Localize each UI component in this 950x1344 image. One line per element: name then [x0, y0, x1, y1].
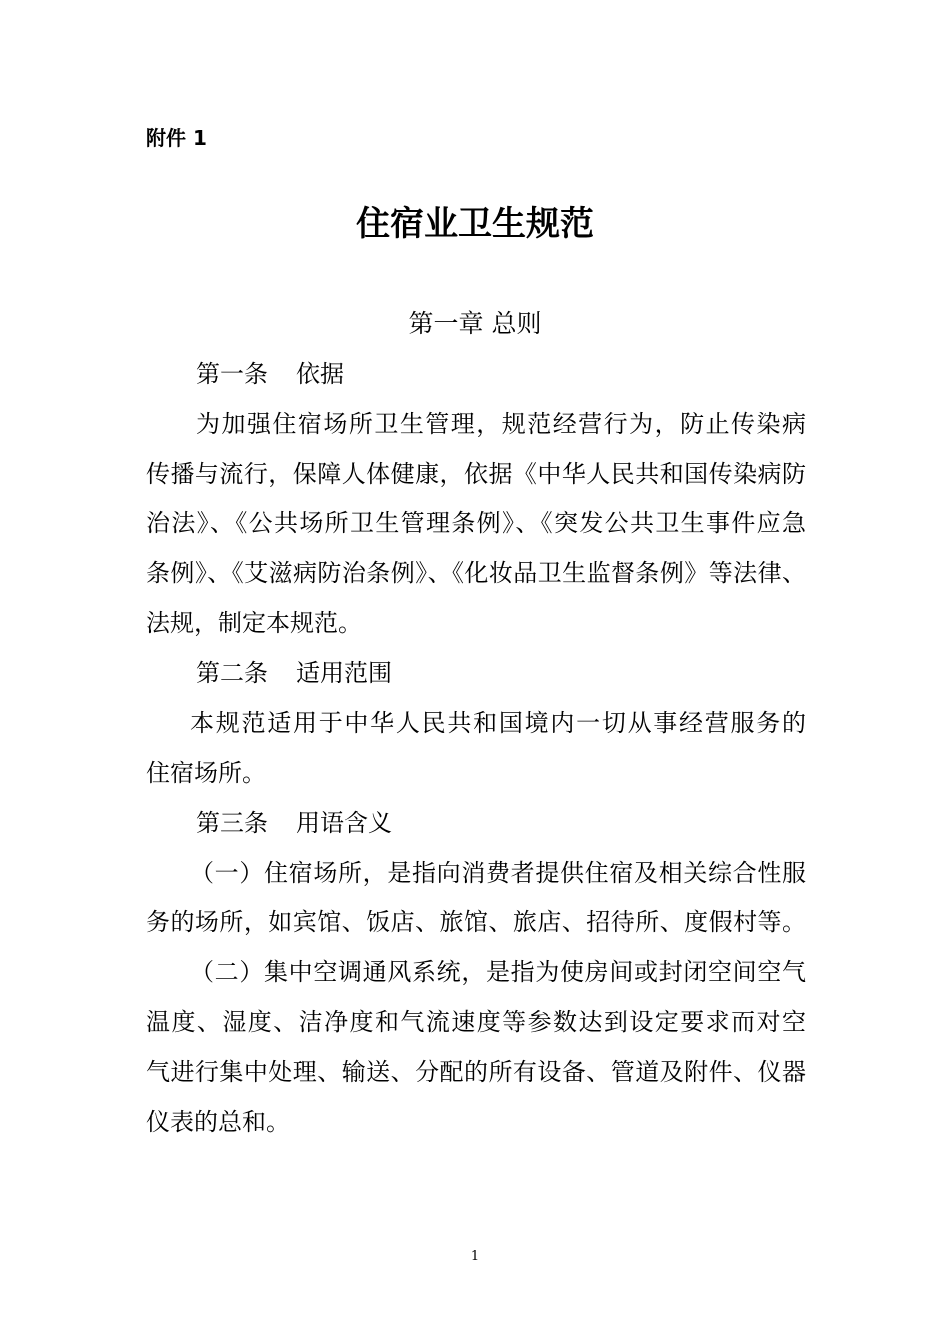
article-3-number: 第三条	[196, 809, 268, 837]
article-1-line-2: 传播与流行，保障人体健康，依据《中华人民共和国传染病防	[146, 460, 806, 488]
article-2-heading	[196, 656, 392, 690]
article-2-title: 适用范围	[296, 659, 392, 687]
article-1-number: 第一条	[196, 360, 268, 388]
article-3-line-1: （一）住宿场所，是指向消费者提供住宿及相关综合性服	[190, 859, 806, 887]
article-1-heading	[196, 357, 344, 391]
article-3-heading	[196, 806, 392, 840]
article-1-title: 依据	[296, 360, 344, 388]
article-3-line-3: （二）集中空调通风系统，是指为使房间或封闭空间空气	[190, 958, 806, 986]
article-1-line-4: 条例》、《艾滋病防治条例》、《化妆品卫生监督条例》等法律、	[146, 559, 806, 587]
article-3-title: 用语含义	[296, 809, 392, 837]
article-3-line-4: 温度、湿度、洁净度和气流速度等参数达到设定要求而对空	[146, 1008, 806, 1036]
page-number: 1	[470, 1249, 480, 1264]
article-3-line-5: 气进行集中处理、输送、分配的所有设备、管道及附件、仪器	[146, 1058, 806, 1086]
article-2-number: 第二条	[196, 659, 268, 687]
article-3-line-2: 务的场所，如宾馆、饭店、旅馆、旅店、招待所、度假村等。	[146, 908, 806, 936]
article-2-line-2: 住宿场所。	[146, 759, 266, 787]
chapter-heading: 第一章 总则	[408, 309, 542, 338]
article-2-line-1: 本规范适用于中华人民共和国境内一切从事经营服务的	[190, 709, 806, 737]
article-3-line-6: 仪表的总和。	[146, 1108, 290, 1136]
document-title: 住宿业卫生规范	[356, 204, 594, 244]
attachment-label: 附件 1	[146, 126, 207, 150]
article-1-line-5: 法规，制定本规范。	[146, 609, 362, 637]
article-1-line-1: 为加强住宿场所卫生管理，规范经营行为，防止传染病	[196, 410, 806, 438]
article-1-line-3: 治法》、《公共场所卫生管理条例》、《突发公共卫生事件应急	[146, 509, 806, 537]
